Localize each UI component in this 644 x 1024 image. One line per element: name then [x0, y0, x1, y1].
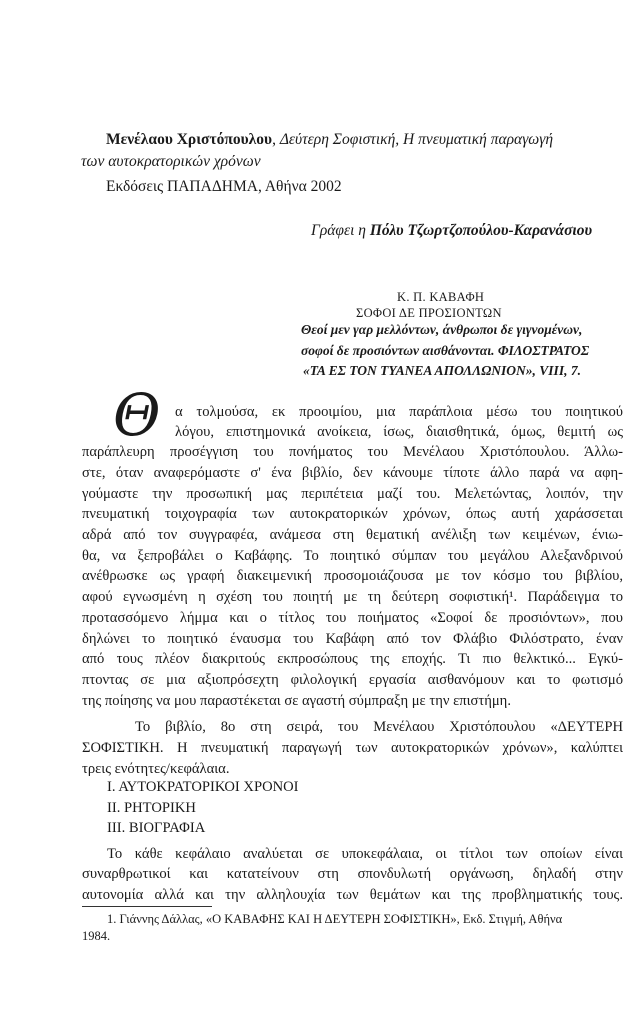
body-line: από τους πλέον διακριτούς εκπροσώπους της εποχής. Τι πιο θελκτικό... Εγκύ- [82, 651, 623, 667]
body-line: στε, όταν αναφερόμαστε σ' ένα βιβλίο, δεν κάνουμε τίποτε άλλο παρά να αφη- [82, 465, 623, 481]
byline-name: Πόλυ Τζωρτζοπούλου-Καρανάσιου [369, 222, 593, 239]
body-line: Το βιβλίο, 8ο στη σειρά, του Μενέλαου Χριστόπουλου «ΔΕΥΤΕΡΗ [135, 719, 623, 735]
body-line: θα, να ξεπροβάλει ο Καβάφης. Το ποιητικό σύμπαν του μεγάλου Αλεξανδρινού [82, 548, 623, 564]
book-title-part2: των αυτοκρατορικών χρόνων [81, 153, 261, 170]
review-byline [311, 222, 592, 240]
body-line: αυτονομία αλλά και την αλληλουχία των θεμάτων και της προβληματικής τους. [82, 887, 623, 903]
body-line: Το κάθε κεφάλαιο αναλύεται σε υποκεφάλαια, οι τίτλοι των οποίων είναι [107, 846, 623, 862]
body-line: προτασσόμενο λήμμα και ο τίτλος του ποιήματος «Σοφοί δε προσιόντων», που [82, 610, 623, 626]
body-line: συναρθρωτικοί και κατατείνουν στη σπονδυλωτή οργάνωση, δηλαδή στην [82, 866, 623, 882]
body-line: πτοντας σε μια αξιοπρόσεχτη φιλολογική εργασία αισθανόμουν και το φωτισμό [82, 672, 623, 688]
body-line: αφού εγνωσμένη η σχέση του ποιητή με τη δεύτερη σοφιστική¹. Παράδειγμα το [82, 589, 623, 605]
body-line: αδρά από τον συγγραφέα, ανάμεσα στη θεματική ανέλιξη των κειμένων, ένιω- [82, 527, 623, 543]
body-line: ανέθρωσκε ως γραφή διακειμενική προσομοιάζουσα με τον κόσμο του βιβλίου, [82, 568, 623, 584]
body-line: τρεις ενότητες/κεφάλαια. [82, 761, 230, 777]
body-line: α τολμούσα, εκ προοιμίου, μια παράπλοια μέσω του ποιητικού [175, 404, 623, 420]
book-title-part1: Δεύτερη Σοφιστική, Η πνευματική παραγωγή [279, 131, 554, 148]
section-item: ΙΙ. ΡΗΤΟΡΙΚΗ [107, 800, 196, 816]
footnote-line: 1. Γιάννης Δάλλας, «Ο ΚΑΒΑΦΗΣ ΚΑΙ Η ΔΕΥΤΕΡΗ ΣΟΦΙΣΤΙΚΗ», Εκδ. Στιγμή, Αθήνα [107, 912, 563, 926]
epigraph-line: σοφοί δε προσιόντων αισθάνονται. ΦΙΛΟΣΤΡΑΤΟΣ [301, 343, 590, 358]
body-line: της ποίησης να μου παραστέκεται σε αγαστή σύμπραξη με την επιστήμη. [82, 693, 511, 709]
section-item: Ι. ΑΥΤΟΚΡΑΤΟΡΙΚΟΙ ΧΡΟΝΟΙ [107, 779, 299, 795]
book-publisher: Εκδόσεις ΠΑΠΑΔΗΜΑ, Αθήνα 2002 [106, 178, 342, 195]
body-line: λόγου, επιστημονικά ανοίκεια, ίσως, διαισθητικά, όμως, θεμιτή ως [175, 424, 623, 440]
byline-prefix: Γράφει η [311, 222, 366, 239]
book-author: Μενέλαου Χριστόπουλου [106, 131, 273, 148]
section-item: ΙΙΙ. ΒΙΟΓΡΑΦΙΑ [107, 820, 206, 836]
footnote-line: 1984. [82, 929, 111, 943]
footnote-rule [82, 906, 212, 907]
body-line: δηλώνει το ποιητικό έναυσμα του Καβάφη από τον Φλάβιο Φιλόστρατο, έναν [82, 631, 623, 647]
body-line: πνευματική τοιχογραφία των αυτοκρατορικών χρόνων, όπως αυτή χαράσσεται [82, 506, 623, 522]
epigraph-line: «ΤΑ ΕΣ ΤΟΝ ΤΥΑΝΕΑ ΑΠΟΛΛΩΝΙΟΝ», VIII, 7. [303, 363, 581, 378]
epigraph-poem-title: ΣΟΦΟΙ ΔΕ ΠΡΟΣΙΟΝΤΩΝ [356, 306, 502, 320]
epigraph-author: Κ. Π. ΚΑΒΑΦΗ [397, 290, 485, 304]
body-line: γούμαστε την προσωπική μας περιπέτεια μαζί του. Μελετώντας, λοιπόν, την [82, 486, 623, 502]
book-header-line: Μενέλαου Χριστόπουλου, Δεύτερη Σοφιστική, Η πνευματική παραγωγή [106, 131, 554, 148]
body-line: ΣΟΦΙΣΤΙΚΗ. Η πνευματική παραγωγή των αυτοκρατορικών χρόνων», καλύπτει [82, 740, 623, 756]
drop-cap: Θ [113, 381, 161, 449]
epigraph-line: Θεοί μεν γαρ μελλόντων, άνθρωποι δε γιγνομένων, [301, 322, 583, 337]
body-line: παράπλευρη προσέγγιση του πονήματος του Μενέλαου Χριστόπουλου. Άλλω- [82, 444, 623, 460]
